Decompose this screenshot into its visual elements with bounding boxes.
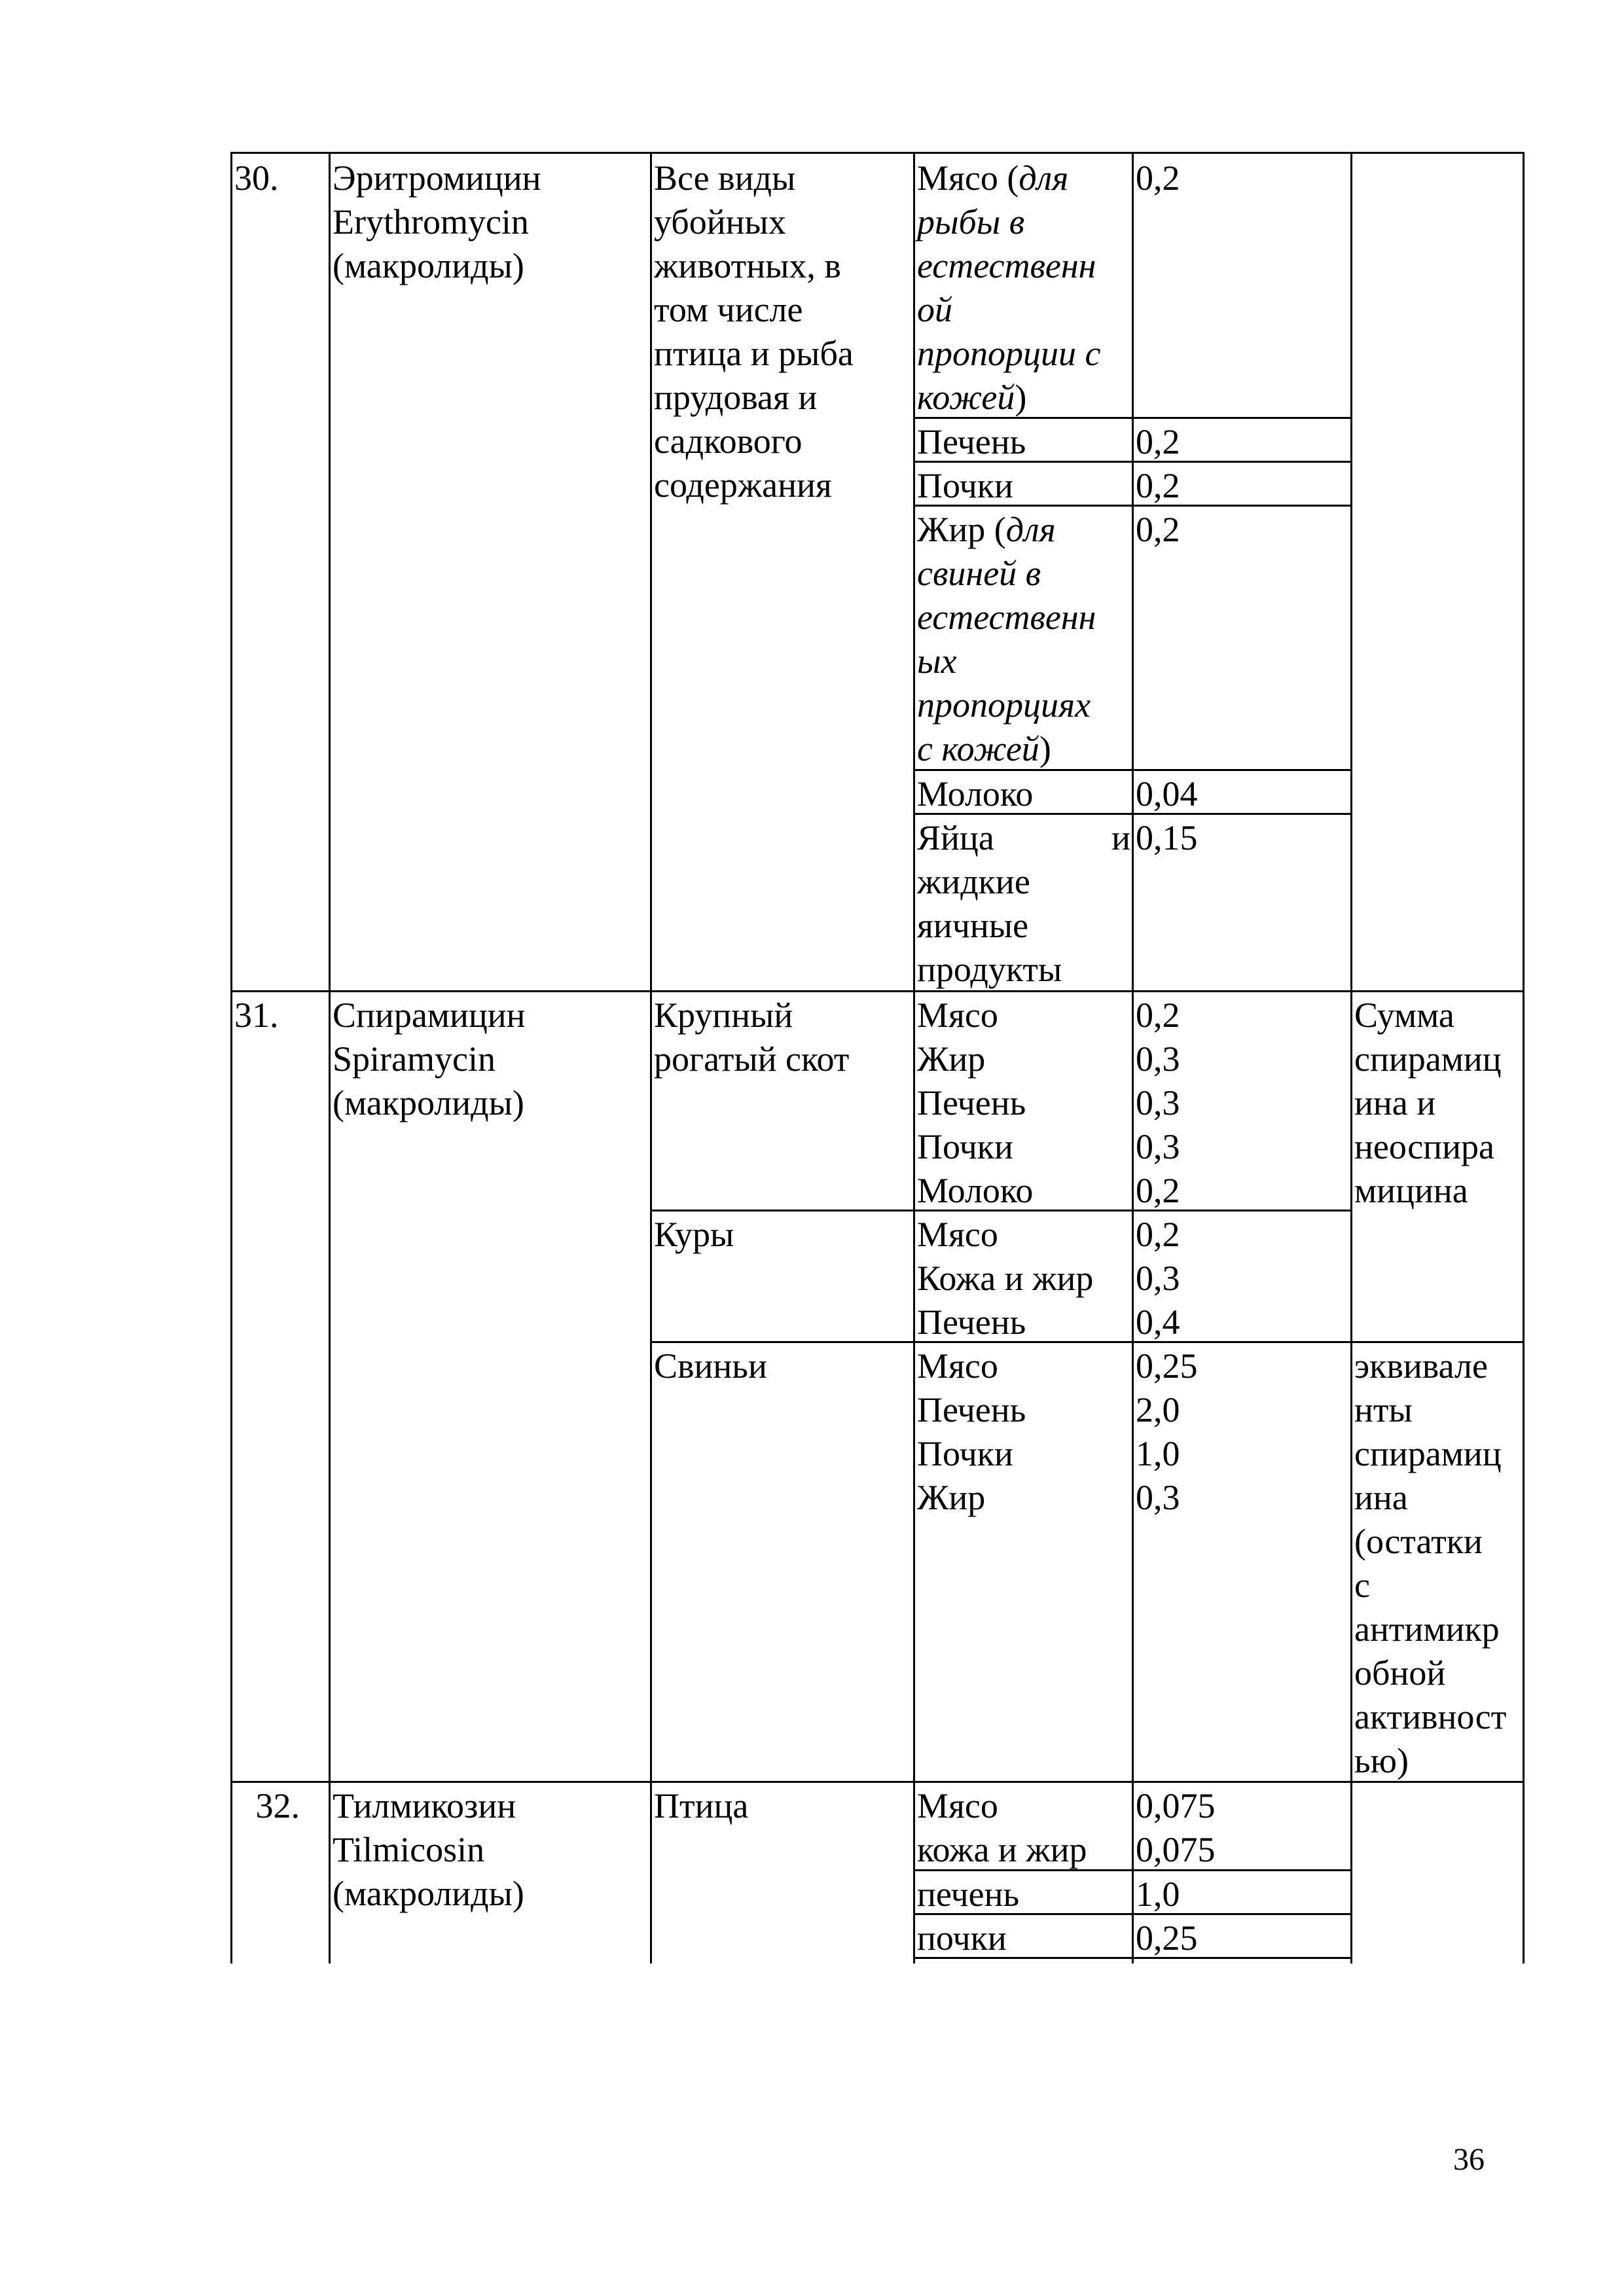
mrl-values: 0,075 0,075 xyxy=(1136,1786,1216,1869)
product-list: Мясо Печень Почки Жир xyxy=(917,1346,1026,1517)
product-meat: Мясо (для рыбы в естественн ой пропорции с кожей) xyxy=(917,158,1101,417)
mrl-value: 0,2 xyxy=(1136,422,1180,461)
product-kidney: почки xyxy=(917,1918,1007,1958)
product-list: Мясо Кожа и жир Печень xyxy=(917,1215,1094,1342)
table-border-right xyxy=(1523,152,1525,1964)
mrl-values: 0,2 0,3 0,4 xyxy=(1136,1215,1180,1342)
substance-name: Спирамицин Spiramycin (макролиды) xyxy=(333,996,526,1122)
row-31-top xyxy=(230,990,1525,992)
animal-species: Куры xyxy=(654,1215,734,1254)
animal-species: Птица xyxy=(654,1786,749,1825)
table-border-top xyxy=(230,152,1525,154)
mrl-values: 0,25 2,0 1,0 0,3 xyxy=(1136,1346,1198,1517)
page-number: 36 xyxy=(1453,2142,1485,2177)
column-divider-1 xyxy=(329,152,331,1964)
product-milk: Молоко xyxy=(917,774,1034,814)
animal-species: Крупный рогатый скот xyxy=(654,996,850,1079)
product-list: Мясо кожа и жир xyxy=(917,1786,1087,1869)
animal-species: Свиньи xyxy=(654,1346,767,1386)
mrl-value: 0,15 xyxy=(1136,818,1198,857)
product-list: Мясо Жир Печень Почки Молоко xyxy=(917,996,1034,1210)
animal-species: Все виды убойных животных, в том числе птица и рыба прудовая и садкового содержания xyxy=(654,158,854,505)
mrl-value: 0,2 xyxy=(1136,510,1180,549)
product-liver: Печень xyxy=(917,422,1026,461)
product-kidney: Почки xyxy=(917,466,1013,505)
row-number: 30. xyxy=(234,158,279,198)
column-divider-4 xyxy=(1132,152,1134,1964)
residue-note: Сумма спирамиц ина и неоспира мицина xyxy=(1354,996,1502,1210)
mrl-value: 1,0 xyxy=(1136,1874,1180,1914)
substance-name: Эритромицин Erythromycin (макролиды) xyxy=(333,158,541,285)
substance-name: Тилмикозин Tilmicosin (макролиды) xyxy=(333,1786,524,1913)
column-divider-3 xyxy=(913,152,915,1964)
mrl-value: 0,2 xyxy=(1136,466,1180,505)
mrl-value: 0,04 xyxy=(1136,774,1198,814)
row-number: 31. xyxy=(234,996,279,1035)
table-border-left xyxy=(230,152,232,1964)
mrl-value: 0,25 xyxy=(1136,1918,1198,1958)
mrl-value: 0,2 xyxy=(1136,158,1180,198)
residue-note: эквивале нты спирамиц ина (остатки с антимикр обной активност ью) xyxy=(1354,1346,1507,1780)
mrl-values: 0,2 0,3 0,3 0,3 0,2 xyxy=(1136,996,1180,1210)
row-32-top xyxy=(230,1781,1525,1783)
column-divider-2 xyxy=(650,152,652,1964)
column-divider-5 xyxy=(1350,152,1352,1964)
product-liver: печень xyxy=(917,1874,1020,1914)
row-number: 32. xyxy=(255,1786,300,1825)
product-eggs: Яйца и жидкие яичные продукты xyxy=(917,818,1130,989)
product-fat: Жир (для свиней в естественн ых пропорциях с кожей) xyxy=(917,510,1096,768)
